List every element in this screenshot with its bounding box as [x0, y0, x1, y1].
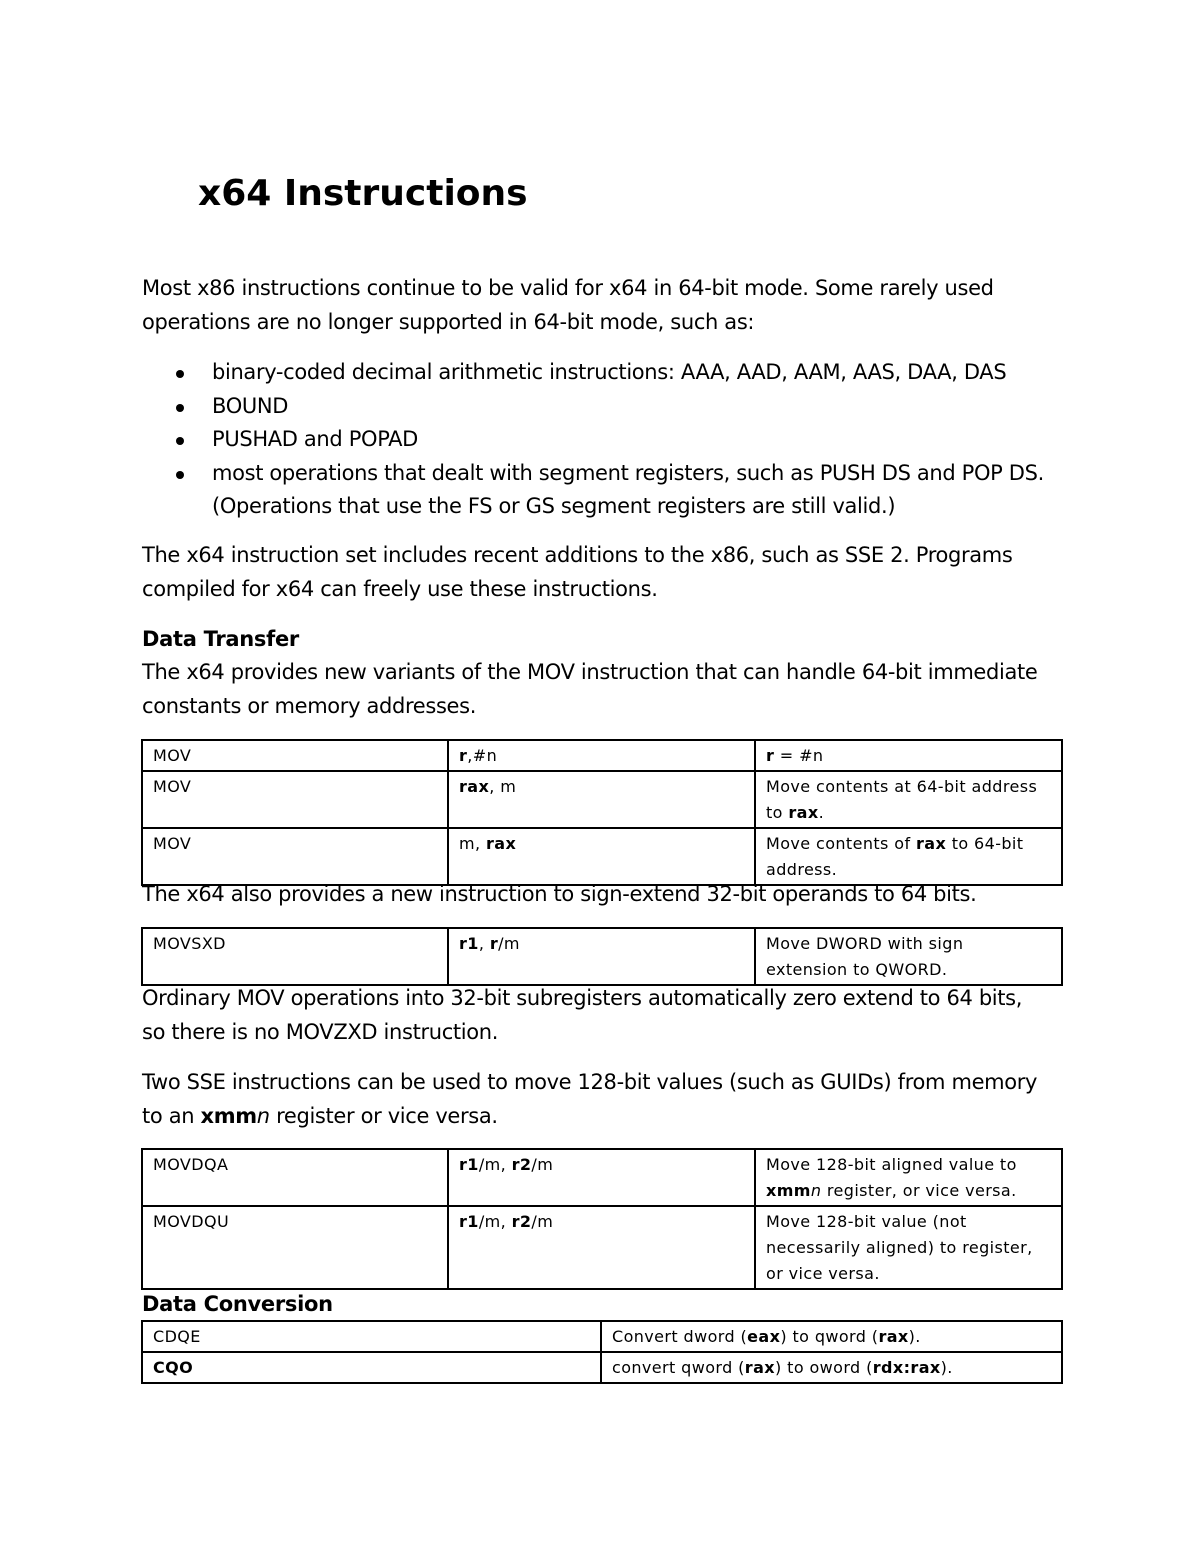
data-transfer-paragraph: The x64 provides new variants of the MOV instruction that can handle 64-bit immediate constants or memory addresses. — [142, 660, 1038, 718]
mnemonic-cell: CDQE — [142, 1321, 601, 1352]
description-cell: Move DWORD with sign extension to QWORD. — [755, 928, 1062, 985]
unsupported-operations-list — [142, 356, 1082, 524]
description-cell: Move 128-bit aligned value to xmmn register, or vice versa. — [755, 1149, 1062, 1206]
bullet-icon — [176, 404, 184, 412]
table-row — [142, 1321, 1062, 1352]
mnemonic-cell: MOVDQA — [142, 1149, 448, 1206]
operand-cell: r1/m, r2/m — [448, 1206, 755, 1289]
operand-cell: r1/m, r2/m — [448, 1149, 755, 1206]
mnemonic-cell: MOV — [142, 828, 448, 885]
movdq-table — [141, 1148, 1063, 1290]
table-row — [142, 928, 1062, 985]
list-item: most operations that dealt with segment registers, such as PUSH DS and POP DS. (Operations that use the FS or GS segment registers are still valid.) — [142, 457, 1082, 524]
description-cell: Move contents at 64-bit address to rax. — [755, 771, 1062, 828]
table-row — [142, 771, 1062, 828]
operand-cell: r1, r/m — [448, 928, 755, 985]
table-row — [142, 1206, 1062, 1289]
list-item: BOUND — [142, 390, 1082, 424]
zero-extend-paragraph: Ordinary MOV operations into 32-bit subregisters automatically zero extend to 64 bits, so there is no MOVZXD instruction. — [142, 986, 1023, 1044]
mnemonic-cell: MOVDQU — [142, 1206, 448, 1289]
sign-extend-paragraph: The x64 also provides a new instruction to sign-extend 32-bit operands to 64 bits. — [142, 882, 977, 906]
bullet-icon — [176, 370, 184, 378]
mov-table — [141, 739, 1063, 886]
list-item: PUSHAD and POPAD — [142, 423, 1082, 457]
movsxd-table — [141, 927, 1063, 986]
mnemonic-cell: CQO — [142, 1352, 601, 1383]
page-title: x64 Instructions — [198, 173, 528, 214]
operand-cell: m, rax — [448, 828, 755, 885]
operand-cell: rax, m — [448, 771, 755, 828]
sse-move-paragraph: Two SSE instructions can be used to move 128-bit values (such as GUIDs) from memory to an xmmn register or vice versa. — [142, 1070, 1038, 1128]
description-cell: r = #n — [755, 740, 1062, 771]
data-transfer-heading: Data Transfer — [142, 627, 299, 651]
description-cell: Move 128-bit value (not necessarily aligned) to register, or vice versa. — [755, 1206, 1062, 1289]
description-cell: convert qword (rax) to oword (rdx:rax). — [601, 1352, 1062, 1383]
data-conversion-heading: Data Conversion — [142, 1292, 333, 1316]
mnemonic-cell: MOVSXD — [142, 928, 448, 985]
mnemonic-cell: MOV — [142, 740, 448, 771]
bullet-icon — [176, 471, 184, 479]
table-row — [142, 740, 1062, 771]
table-row — [142, 1352, 1062, 1383]
intro-line-1: Most x86 instructions continue to be valid for x64 in 64-bit mode. Some rarely used — [142, 276, 994, 300]
data-conversion-table — [141, 1320, 1063, 1384]
intro-paragraph — [142, 271, 1082, 339]
sse-paragraph: The x64 instruction set includes recent additions to the x86, such as SSE 2. Programs compiled for x64 can freely use these instructions. — [142, 543, 1013, 601]
intro-line-2: operations are no longer supported in 64-bit mode, such as: — [142, 310, 755, 334]
operand-cell: r,#n — [448, 740, 755, 771]
list-item: binary-coded decimal arithmetic instructions: AAA, AAD, AAM, AAS, DAA, DAS — [142, 356, 1082, 390]
description-cell: Convert dword (eax) to qword (rax). — [601, 1321, 1062, 1352]
bullet-icon — [176, 437, 184, 445]
table-row — [142, 1149, 1062, 1206]
description-cell: Move contents of rax to 64-bit address. — [755, 828, 1062, 885]
mnemonic-cell: MOV — [142, 771, 448, 828]
